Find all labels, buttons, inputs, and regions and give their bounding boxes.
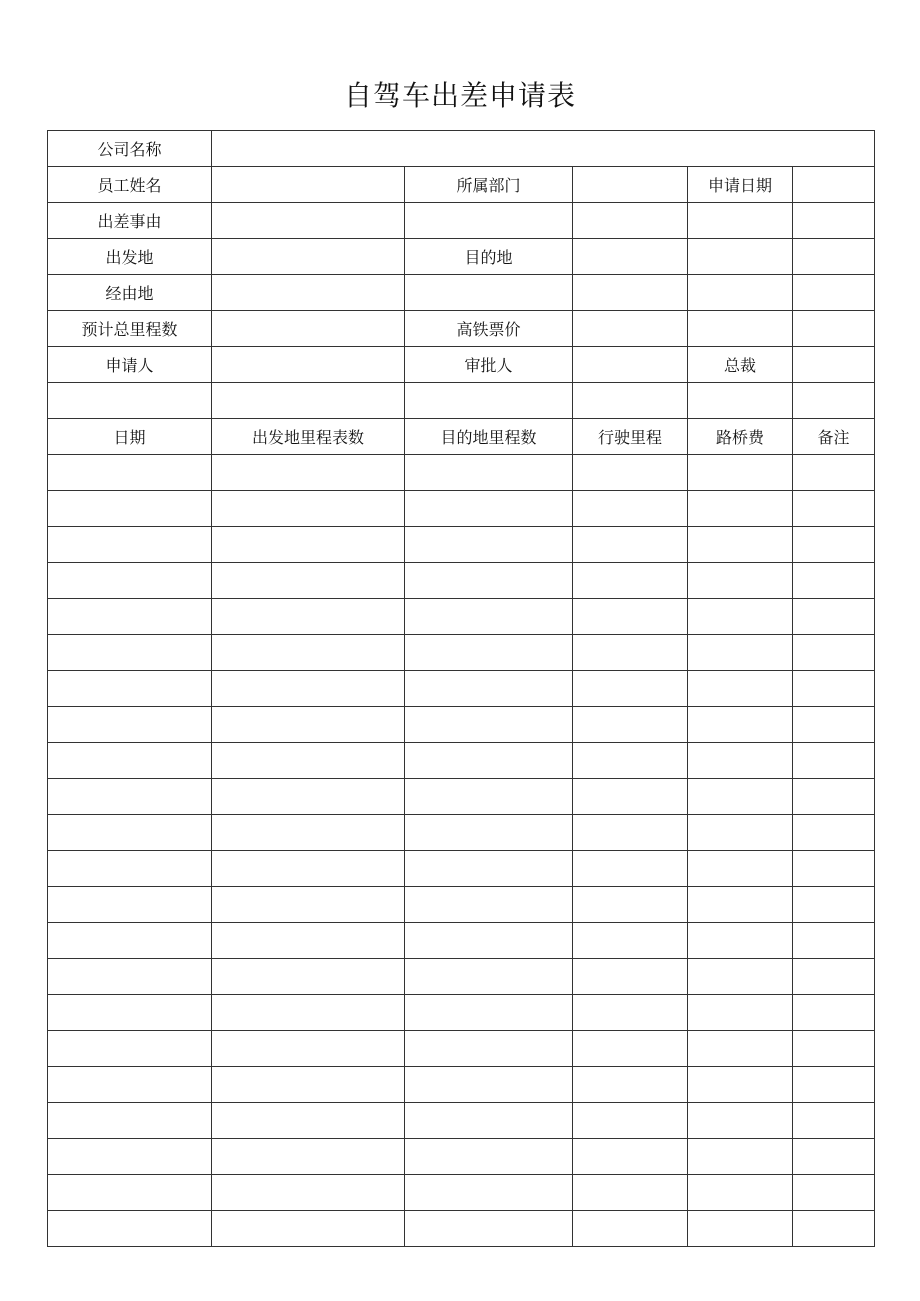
log-cell-destination-odometer[interactable]: [405, 527, 573, 563]
log-cell-distance[interactable]: [573, 599, 688, 635]
log-cell-destination-odometer[interactable]: [405, 995, 573, 1031]
log-cell-distance[interactable]: [573, 743, 688, 779]
cell-blank[interactable]: [405, 275, 573, 311]
log-cell-date[interactable]: [48, 671, 212, 707]
log-cell-origin-odometer[interactable]: [212, 1067, 405, 1103]
log-cell-distance[interactable]: [573, 1031, 688, 1067]
log-cell-distance[interactable]: [573, 1139, 688, 1175]
table-row: [48, 779, 875, 815]
label-employee-name: 员工姓名: [48, 167, 212, 203]
log-cell-date[interactable]: [48, 1211, 212, 1247]
log-cell-toll-fee[interactable]: [688, 1067, 793, 1103]
log-cell-origin-odometer[interactable]: [212, 1031, 405, 1067]
cell-blank[interactable]: [48, 383, 212, 419]
row-mileage: [48, 311, 875, 347]
table-row: [48, 1175, 875, 1211]
log-cell-date[interactable]: [48, 1175, 212, 1211]
label-applicant: 申请人: [48, 347, 212, 383]
log-cell-distance[interactable]: [573, 887, 688, 923]
label-est-total-mileage: 预计总里程数: [48, 311, 212, 347]
table-row: [48, 851, 875, 887]
header-origin-odometer: 出发地里程表数: [212, 419, 405, 455]
log-cell-origin-odometer[interactable]: [212, 779, 405, 815]
cell-blank[interactable]: [793, 383, 875, 419]
header-distance-driven: 行驶里程: [573, 419, 688, 455]
log-cell-destination-odometer[interactable]: [405, 851, 573, 887]
log-cell-origin-odometer[interactable]: [212, 995, 405, 1031]
cell-blank[interactable]: [688, 275, 793, 311]
log-cell-remarks[interactable]: [793, 923, 875, 959]
log-cell-remarks[interactable]: [793, 995, 875, 1031]
log-cell-remarks[interactable]: [793, 563, 875, 599]
label-destination: 目的地: [405, 239, 573, 275]
log-cell-toll-fee[interactable]: [688, 1103, 793, 1139]
field-rail-fare[interactable]: [573, 311, 688, 347]
log-cell-destination-odometer[interactable]: [405, 1067, 573, 1103]
field-apply-date[interactable]: [793, 167, 875, 203]
log-cell-remarks[interactable]: [793, 1211, 875, 1247]
trip-application-table: [47, 130, 875, 1247]
table-row: [48, 563, 875, 599]
log-cell-toll-fee[interactable]: [688, 491, 793, 527]
table-row: [48, 1211, 875, 1247]
log-cell-remarks[interactable]: [793, 779, 875, 815]
log-cell-toll-fee[interactable]: [688, 1175, 793, 1211]
table-row: [48, 923, 875, 959]
field-origin[interactable]: [212, 239, 405, 275]
log-cell-distance[interactable]: [573, 1067, 688, 1103]
log-cell-origin-odometer[interactable]: [212, 923, 405, 959]
row-employee: [48, 167, 875, 203]
table-row: [48, 1031, 875, 1067]
log-cell-remarks[interactable]: [793, 455, 875, 491]
row-signatures: [48, 347, 875, 383]
log-header-row: [48, 419, 875, 455]
table-row: [48, 635, 875, 671]
log-cell-toll-fee[interactable]: [688, 959, 793, 995]
header-toll-fee: 路桥费: [688, 419, 793, 455]
label-apply-date: 申请日期: [688, 167, 793, 203]
table-row: [48, 707, 875, 743]
table-row: [48, 887, 875, 923]
log-cell-distance[interactable]: [573, 779, 688, 815]
row-route: [48, 239, 875, 275]
table-row: [48, 671, 875, 707]
log-cell-toll-fee[interactable]: [688, 815, 793, 851]
log-cell-origin-odometer[interactable]: [212, 1103, 405, 1139]
log-cell-toll-fee[interactable]: [688, 851, 793, 887]
table-row: [48, 455, 875, 491]
table-row: [48, 527, 875, 563]
table-row: [48, 1139, 875, 1175]
log-cell-toll-fee[interactable]: [688, 1031, 793, 1067]
log-cell-toll-fee[interactable]: [688, 923, 793, 959]
log-cell-origin-odometer[interactable]: [212, 959, 405, 995]
cell-blank[interactable]: [573, 383, 688, 419]
log-cell-remarks[interactable]: [793, 599, 875, 635]
log-cell-remarks[interactable]: [793, 1175, 875, 1211]
field-department[interactable]: [573, 167, 688, 203]
log-cell-date[interactable]: [48, 1031, 212, 1067]
log-cell-date[interactable]: [48, 527, 212, 563]
log-cell-toll-fee[interactable]: [688, 1211, 793, 1247]
label-president: 总裁: [688, 347, 793, 383]
log-cell-destination-odometer[interactable]: [405, 707, 573, 743]
log-cell-distance[interactable]: [573, 923, 688, 959]
log-cell-toll-fee[interactable]: [688, 743, 793, 779]
log-cell-origin-odometer[interactable]: [212, 635, 405, 671]
cell-blank[interactable]: [212, 383, 405, 419]
log-cell-remarks[interactable]: [793, 1139, 875, 1175]
log-cell-destination-odometer[interactable]: [405, 1175, 573, 1211]
log-cell-date[interactable]: [48, 851, 212, 887]
label-company-name: 公司名称: [48, 131, 212, 167]
log-cell-destination-odometer[interactable]: [405, 563, 573, 599]
log-cell-distance[interactable]: [573, 995, 688, 1031]
header-remarks: 备注: [793, 419, 875, 455]
table-row: [48, 743, 875, 779]
log-cell-origin-odometer[interactable]: [212, 527, 405, 563]
log-cell-date[interactable]: [48, 815, 212, 851]
log-cell-toll-fee[interactable]: [688, 671, 793, 707]
log-cell-origin-odometer[interactable]: [212, 1175, 405, 1211]
cell-blank[interactable]: [793, 239, 875, 275]
log-cell-remarks[interactable]: [793, 707, 875, 743]
log-cell-date[interactable]: [48, 599, 212, 635]
log-cell-destination-odometer[interactable]: [405, 923, 573, 959]
cell-blank[interactable]: [688, 311, 793, 347]
log-cell-destination-odometer[interactable]: [405, 887, 573, 923]
label-approver: 审批人: [405, 347, 573, 383]
field-applicant[interactable]: [212, 347, 405, 383]
log-cell-remarks[interactable]: [793, 887, 875, 923]
label-origin: 出发地: [48, 239, 212, 275]
label-department: 所属部门: [405, 167, 573, 203]
log-cell-destination-odometer[interactable]: [405, 743, 573, 779]
log-cell-date[interactable]: [48, 455, 212, 491]
log-cell-origin-odometer[interactable]: [212, 563, 405, 599]
log-cell-toll-fee[interactable]: [688, 887, 793, 923]
log-cell-distance[interactable]: [573, 491, 688, 527]
table-row: [48, 491, 875, 527]
log-cell-date[interactable]: [48, 995, 212, 1031]
log-cell-origin-odometer[interactable]: [212, 1139, 405, 1175]
log-cell-remarks[interactable]: [793, 635, 875, 671]
table-row: [48, 959, 875, 995]
table-row: [48, 1103, 875, 1139]
field-trip-reason[interactable]: [212, 203, 405, 239]
log-cell-remarks[interactable]: [793, 959, 875, 995]
log-cell-distance[interactable]: [573, 1175, 688, 1211]
log-cell-remarks[interactable]: [793, 527, 875, 563]
cell-blank[interactable]: [688, 239, 793, 275]
header-destination-odometer: 目的地里程数: [405, 419, 573, 455]
row-reason: [48, 203, 875, 239]
log-cell-destination-odometer[interactable]: [405, 635, 573, 671]
table-row: [48, 815, 875, 851]
log-cell-remarks[interactable]: [793, 743, 875, 779]
log-cell-destination-odometer[interactable]: [405, 1031, 573, 1067]
log-cell-date[interactable]: [48, 1067, 212, 1103]
log-cell-toll-fee[interactable]: [688, 779, 793, 815]
log-cell-destination-odometer[interactable]: [405, 1139, 573, 1175]
log-cell-remarks[interactable]: [793, 851, 875, 887]
label-trip-reason: 出差事由: [48, 203, 212, 239]
field-via[interactable]: [212, 275, 405, 311]
log-cell-date[interactable]: [48, 743, 212, 779]
log-cell-origin-odometer[interactable]: [212, 707, 405, 743]
log-cell-origin-odometer[interactable]: [212, 815, 405, 851]
log-cell-toll-fee[interactable]: [688, 635, 793, 671]
log-cell-toll-fee[interactable]: [688, 995, 793, 1031]
field-est-total-mileage[interactable]: [212, 311, 405, 347]
log-cell-distance[interactable]: [573, 851, 688, 887]
log-cell-distance[interactable]: [573, 671, 688, 707]
log-cell-date[interactable]: [48, 1103, 212, 1139]
log-cell-remarks[interactable]: [793, 1067, 875, 1103]
log-cell-date[interactable]: [48, 779, 212, 815]
log-cell-toll-fee[interactable]: [688, 455, 793, 491]
log-cell-origin-odometer[interactable]: [212, 1211, 405, 1247]
cell-blank[interactable]: [688, 383, 793, 419]
log-cell-date[interactable]: [48, 707, 212, 743]
log-cell-toll-fee[interactable]: [688, 1139, 793, 1175]
log-cell-origin-odometer[interactable]: [212, 887, 405, 923]
log-cell-toll-fee[interactable]: [688, 707, 793, 743]
cell-blank[interactable]: [688, 203, 793, 239]
log-cell-date[interactable]: [48, 635, 212, 671]
log-cell-destination-odometer[interactable]: [405, 815, 573, 851]
log-cell-distance[interactable]: [573, 707, 688, 743]
log-cell-toll-fee[interactable]: [688, 563, 793, 599]
cell-blank[interactable]: [405, 203, 573, 239]
log-cell-remarks[interactable]: [793, 671, 875, 707]
log-cell-toll-fee[interactable]: [688, 527, 793, 563]
log-cell-origin-odometer[interactable]: [212, 455, 405, 491]
log-cell-distance[interactable]: [573, 815, 688, 851]
log-cell-distance[interactable]: [573, 1103, 688, 1139]
log-cell-destination-odometer[interactable]: [405, 779, 573, 815]
log-cell-origin-odometer[interactable]: [212, 671, 405, 707]
table-row: [48, 1067, 875, 1103]
table-row: [48, 995, 875, 1031]
log-cell-date[interactable]: [48, 887, 212, 923]
cell-blank[interactable]: [405, 383, 573, 419]
field-employee-name[interactable]: [212, 167, 405, 203]
log-cell-origin-odometer[interactable]: [212, 599, 405, 635]
log-cell-remarks[interactable]: [793, 815, 875, 851]
log-cell-date[interactable]: [48, 563, 212, 599]
field-company-name[interactable]: [212, 131, 875, 167]
cell-blank[interactable]: [793, 311, 875, 347]
field-destination[interactable]: [573, 239, 688, 275]
log-cell-origin-odometer[interactable]: [212, 851, 405, 887]
header-date: 日期: [48, 419, 212, 455]
log-cell-remarks[interactable]: [793, 1103, 875, 1139]
field-approver[interactable]: [573, 347, 688, 383]
row-company: [48, 131, 875, 167]
log-cell-destination-odometer[interactable]: [405, 671, 573, 707]
cell-blank[interactable]: [793, 203, 875, 239]
log-cell-origin-odometer[interactable]: [212, 743, 405, 779]
cell-blank[interactable]: [573, 203, 688, 239]
row-via: [48, 275, 875, 311]
label-rail-fare: 高铁票价: [405, 311, 573, 347]
log-cell-distance[interactable]: [573, 635, 688, 671]
log-cell-distance[interactable]: [573, 563, 688, 599]
log-cell-date[interactable]: [48, 959, 212, 995]
log-cell-date[interactable]: [48, 923, 212, 959]
log-cell-distance[interactable]: [573, 959, 688, 995]
log-cell-date[interactable]: [48, 491, 212, 527]
log-cell-destination-odometer[interactable]: [405, 491, 573, 527]
log-cell-destination-odometer[interactable]: [405, 959, 573, 995]
cell-blank[interactable]: [573, 275, 688, 311]
log-cell-destination-odometer[interactable]: [405, 599, 573, 635]
log-cell-distance[interactable]: [573, 1211, 688, 1247]
cell-blank[interactable]: [793, 275, 875, 311]
log-cell-toll-fee[interactable]: [688, 599, 793, 635]
label-via: 经由地: [48, 275, 212, 311]
field-president[interactable]: [793, 347, 875, 383]
log-cell-distance[interactable]: [573, 455, 688, 491]
form-title: 自驾车出差申请表: [343, 79, 576, 112]
log-cell-origin-odometer[interactable]: [212, 491, 405, 527]
log-cell-distance[interactable]: [573, 527, 688, 563]
log-cell-remarks[interactable]: [793, 491, 875, 527]
log-cell-date[interactable]: [48, 1139, 212, 1175]
row-spacer: [48, 383, 875, 419]
table-row: [48, 599, 875, 635]
log-cell-remarks[interactable]: [793, 1031, 875, 1067]
log-cell-destination-odometer[interactable]: [405, 1211, 573, 1247]
log-cell-destination-odometer[interactable]: [405, 455, 573, 491]
log-cell-destination-odometer[interactable]: [405, 1103, 573, 1139]
